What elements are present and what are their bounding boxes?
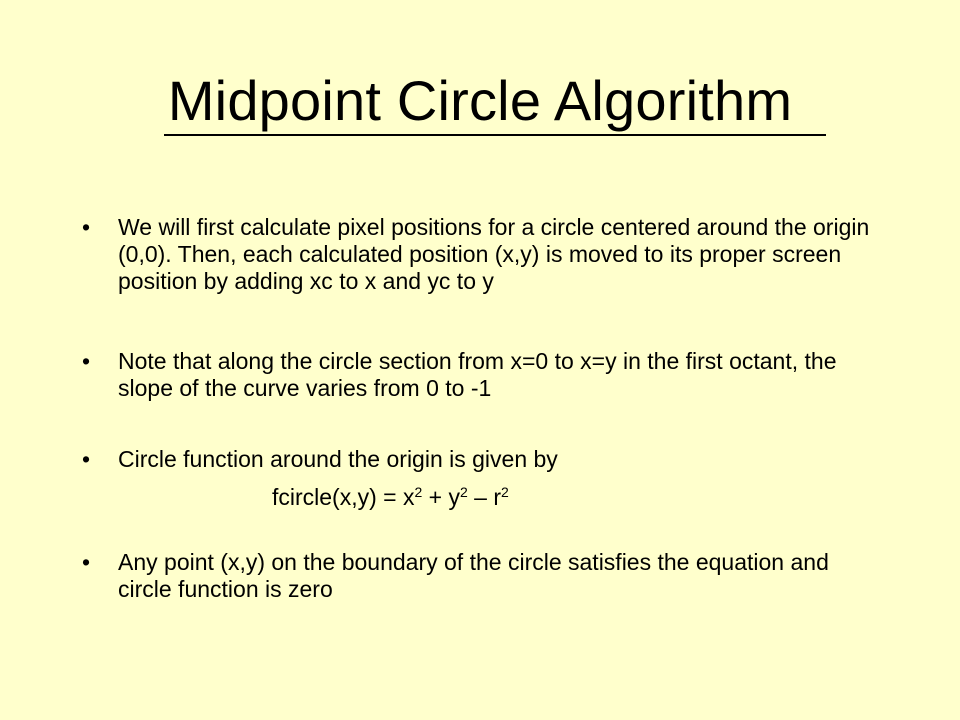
- circle-function-formula: [272, 484, 509, 511]
- bullet-item-slope-note: [82, 348, 888, 402]
- formula-prefix: fcircle(x,y) = x: [272, 484, 415, 510]
- bullet-item-circle-function: [82, 446, 888, 473]
- bullet-item-pixel-positions: [82, 214, 888, 295]
- formula-y-term: + y: [422, 484, 460, 510]
- bullet-text: Circle function around the origin is given by: [118, 446, 558, 472]
- bullet-text: We will first calculate pixel positions for a circle centered around the origin (0,0). Then, each calculated position (x,y) is moved to its proper screen position by adding xc to x and yc to y: [118, 214, 870, 294]
- bullet-marker: •: [82, 549, 91, 575]
- title-underline: [164, 134, 826, 136]
- slide-title: Midpoint Circle Algorithm: [167, 69, 793, 132]
- bullet-marker: •: [82, 214, 91, 240]
- bullet-marker: •: [82, 446, 91, 472]
- formula-exponent-y: 2: [460, 484, 468, 500]
- bullet-item-boundary-point: [82, 549, 888, 603]
- formula-exponent-x: 2: [414, 484, 423, 500]
- bullet-text: Note that along the circle section from x=0 to x=y in the first octant, the slope of the curve varies from 0 to -1: [118, 348, 837, 401]
- bullet-text: Any point (x,y) on the boundary of the circle satisfies the equation and circle function is zero: [118, 549, 829, 602]
- formula-exponent-r: 2: [501, 484, 509, 500]
- formula-r-term: – r: [467, 484, 502, 510]
- bullet-marker: •: [82, 348, 91, 374]
